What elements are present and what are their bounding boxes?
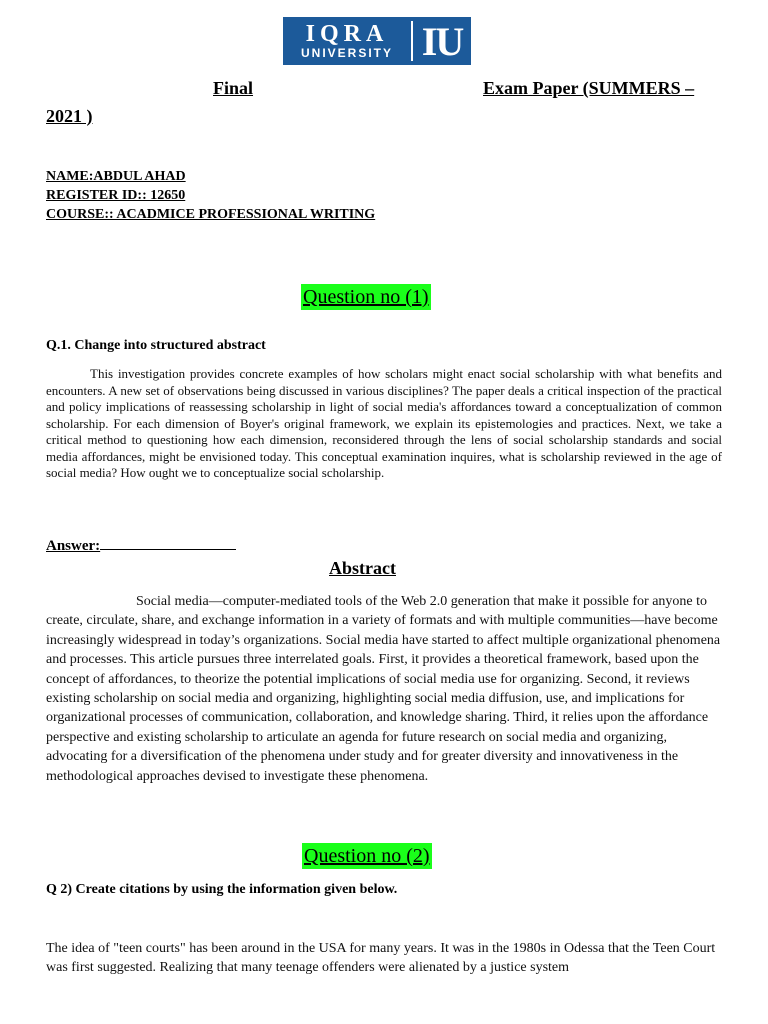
abstract-title: Abstract xyxy=(329,558,396,578)
logo-name: IQRA xyxy=(305,21,389,47)
answer-underline xyxy=(100,536,236,550)
logo-wordmark xyxy=(283,17,411,65)
university-logo xyxy=(283,17,471,65)
student-info xyxy=(46,167,375,224)
question-2-text: The idea of "teen courts" has been around in the USA for many years. It was in the 1980s in Odessa that the Teen Court was first suggested. Realizing that many teenage offenders were alienated by a justice system xyxy=(46,941,716,976)
student-name: NAME:ABDUL AHAD xyxy=(46,169,186,184)
question-2-heading: Question no (2) xyxy=(304,845,430,867)
question-1-label: Q.1. Change into structured abstract xyxy=(46,338,266,353)
title-year: 2021 ) xyxy=(46,106,93,126)
logo-mark: IU xyxy=(421,18,463,64)
logo-subtitle: UNIVERSITY xyxy=(300,46,393,60)
title-exam-paper: Exam Paper (SUMMERS – xyxy=(483,78,695,98)
student-course: COURSE:: ACADMICE PROFESSIONAL WRITING xyxy=(46,207,376,222)
student-register-id: REGISTER ID:: 12650 xyxy=(46,188,186,203)
question-1-text: This investigation provides concrete examples of how scholars might enact social scholarship with what benefits and encounters. A new set of observations being discussed in various disciplines? The paper deals a critical inspection of the practical and policy implications of reassessing scholarship in light of social media's affordances toward a conceptualization of common scholarship. For each dimension of Boyer's original framework, we explain its epistemologies and practices. Next, we take a critical method to questioning how each dimension, reconsidered through the lens of social scholarship standards and social media affordances, might be envisioned today. This conceptual examination inquires, what is scholarship reviewed in the age of social media? How ought we to conceptualize social scholarship. xyxy=(46,366,722,480)
answer-label-row xyxy=(46,536,236,555)
question-1-heading: Question no (1) xyxy=(303,286,429,308)
question-2-label: Q 2) Create citations by using the information given below. xyxy=(46,882,398,897)
title-final: Final xyxy=(213,78,254,98)
abstract-text: Social media—computer-mediated tools of the Web 2.0 generation that make it possible for anyone to create, circulate, share, and exchange information in a variety of formats and with multiple communities—have become increasingly widespread in today’s organizations. Social media have started to affect multiple organizational phenomena and processes. This article pursues three interrelated goals. First, it provides a theoretical framework, based upon the concept of affordances, to theorize the potential implications of social media use for organizing. Second, it reviews existing scholarship on social media and organizing, highlighting social media diffusion, use, and implications for organizational processes of communication, collaboration, and knowledge sharing. Third, it relies upon the affordance perspective and existing scholarship to articulate an agenda for future research on social media and organizing, advocating for a diversification of the phenomena under study and for greater diversity and innovativeness in the methodological approaches devised to investigate these phenomena. xyxy=(46,594,721,784)
answer-label: Answer: xyxy=(46,538,101,554)
